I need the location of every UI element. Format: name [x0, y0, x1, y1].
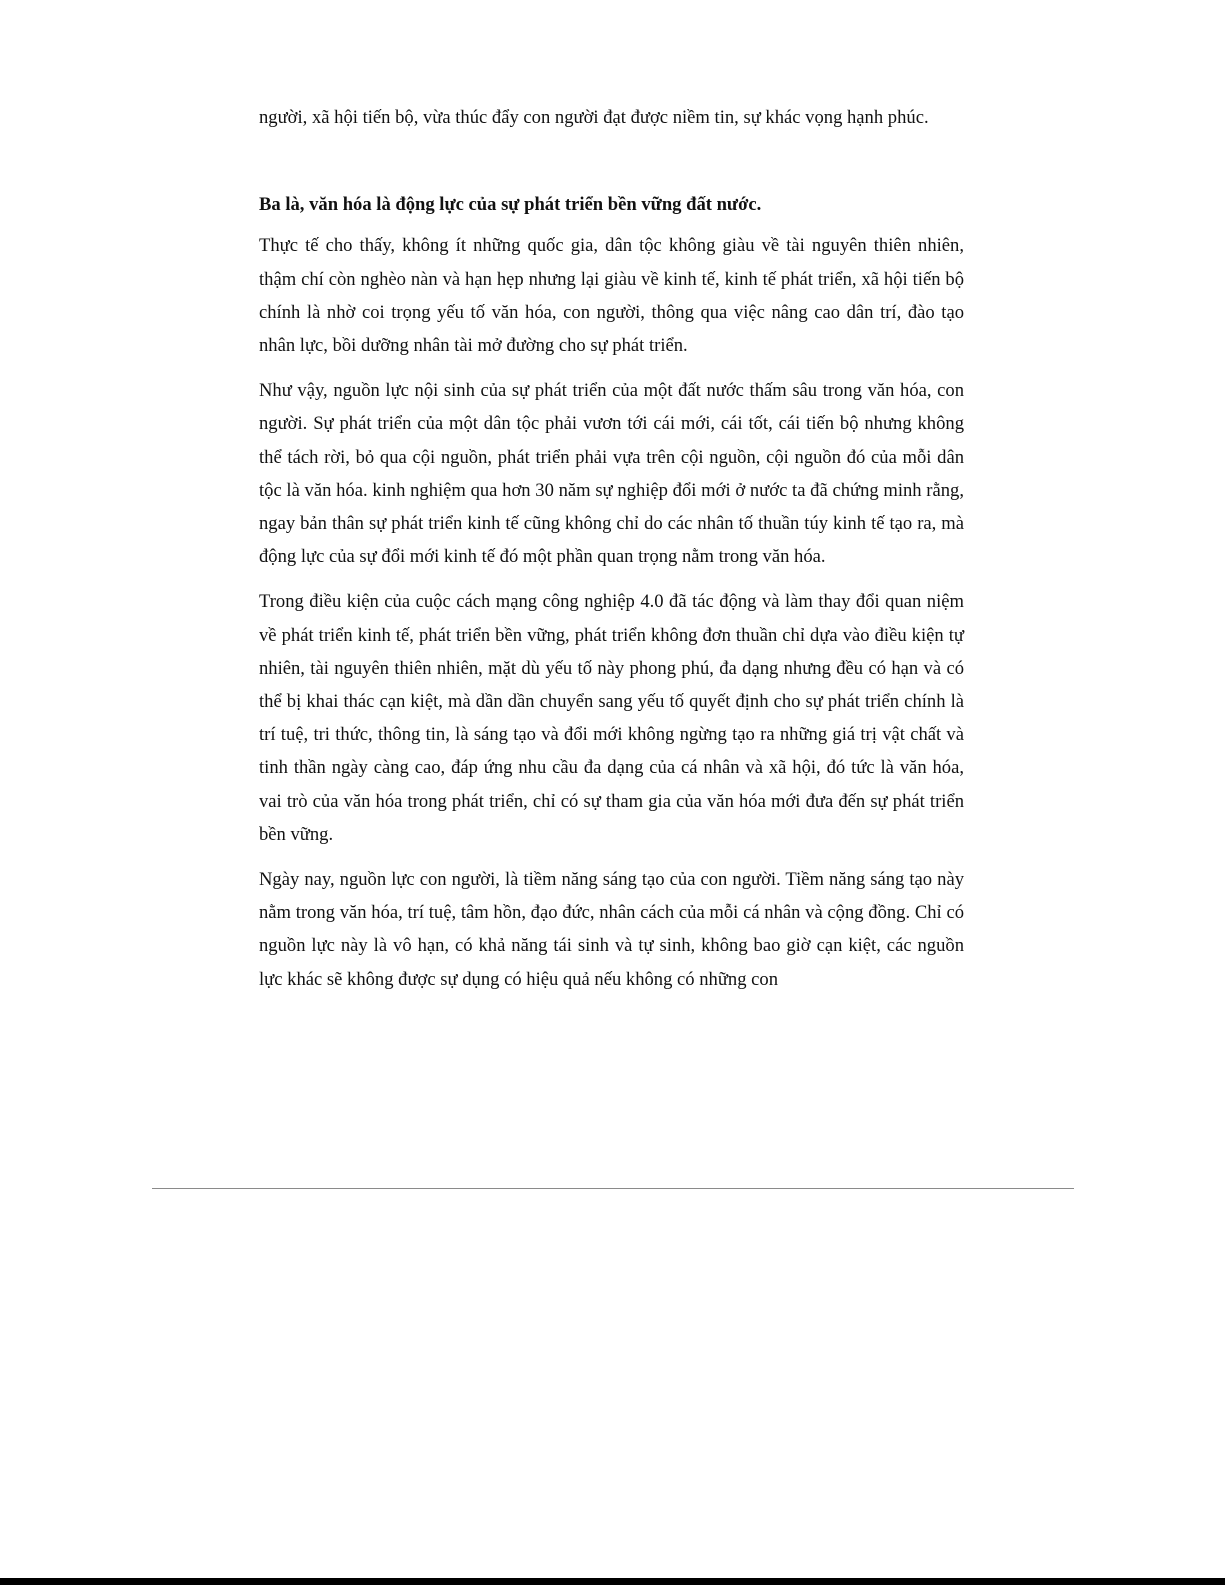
section-heading: Ba là, văn hóa là động lực của sự phát triển bền vững đất nước. — [259, 194, 762, 216]
bottom-edge-bar — [0, 1578, 1225, 1585]
paragraph-continued: người, xã hội tiến bộ, vừa thúc đẩy con người đạt được niềm tin, sự khác vọng hạnh phúc. — [259, 107, 929, 128]
paragraph-1: Thực tế cho thấy, không ít những quốc gia, dân tộc không giàu về tài nguyên thiên nhiên, thậm chí còn nghèo nàn và hạn hẹp nhưng lại giàu về kinh tế, kinh tế phát triển, xã hội tiến bộ chính là nhờ coi trọng yếu tố văn hóa, con người, thông qua việc nâng cao dân trí, đào tạo nhân lực, bồi dưỡng nhân tài mở đường cho sự phát triển. — [259, 235, 964, 357]
page-divider — [152, 1188, 1074, 1189]
paragraph-4: Ngày nay, nguồn lực con người, là tiềm năng sáng tạo của con người. Tiềm năng sáng tạo này nằm trong văn hóa, trí tuệ, tâm hồn, đạo đức, nhân cách của mỗi cá nhân và cộng đồng. Chỉ có nguồn lực này là vô hạn, có khả năng tái sinh và tự sinh, không bao giờ cạn kiệt, các nguồn lực khác sẽ không được sự dụng có hiệu quả nếu không có những con — [259, 869, 964, 990]
paragraph-3: Trong điều kiện của cuộc cách mạng công nghiệp 4.0 đã tác động và làm thay đổi quan niệm về phát triển kinh tế, phát triển bền vững, phát triển không đơn thuần chỉ dựa vào điều kiện tự nhiên, tài nguyên thiên nhiên, mặt dù yếu tố này phong phú, đa dạng nhưng đều có hạn và có thể bị khai thác cạn kiệt, mà dần dần chuyển sang yếu tố quyết định cho sự phát triển chính là trí tuệ, tri thức, thông tin, là sáng tạo và đổi mới không ngừng tạo ra những giá trị vật chất và tinh thần ngày càng cao, đáp ứng nhu cầu đa dạng của cá nhân và xã hội, đó tức là văn hóa, vai trò của văn hóa trong phát triển, chỉ có sự tham gia của văn hóa mới đưa đến sự phát triển bền vững. — [259, 591, 964, 845]
paragraph-2: Như vậy, nguồn lực nội sinh của sự phát triển của một đất nước thấm sâu trong văn hóa, con người. Sự phát triển của một dân tộc phải vươn tới cái mới, cái tốt, cái tiến bộ nhưng không thể tách rời, bỏ qua cội nguồn, phát triển phải vựa trên cội nguồn, cội nguồn đó của mỗi dân tộc là văn hóa. kinh nghiệm qua hơn 30 năm sự nghiệp đổi mới ở nước ta đã chứng minh rằng, ngay bản thân sự phát triển kinh tế cũng không chỉ do các nhân tố thuần túy kinh tế tạo ra, mà động lực của sự đổi mới kinh tế đó một phần quan trọng nằm trong văn hóa. — [259, 380, 964, 568]
page-content — [259, 101, 964, 996]
